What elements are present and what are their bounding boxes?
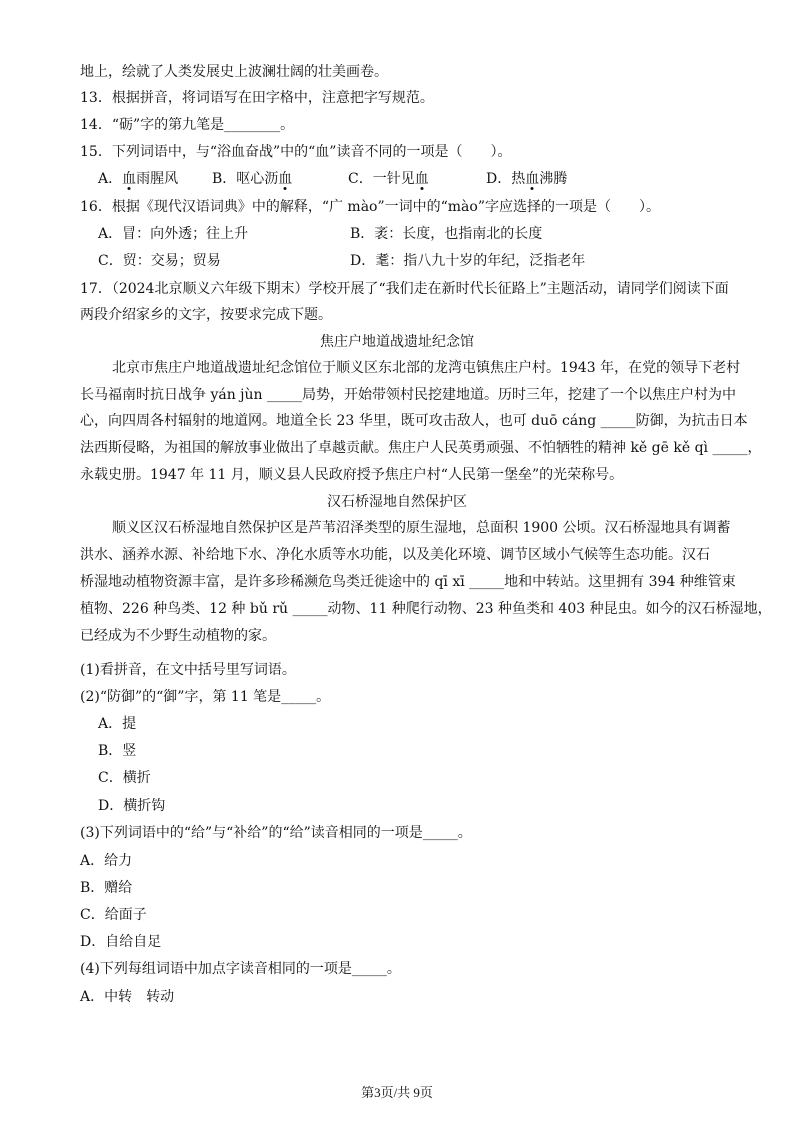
- sub-question-4: (4)下列每组词语中加点字读音相同的一项是_____。: [80, 961, 401, 977]
- option-b: B．呕心沥血: [212, 171, 293, 187]
- option-d: D．自给自足: [80, 934, 162, 950]
- option-a: A．提: [98, 716, 137, 732]
- option-b: B．竖: [98, 743, 137, 759]
- sub-question-2: (2)“防御”的“御”字，第 11 笔是_____。: [80, 689, 331, 705]
- option-a: A．中转 转动: [80, 989, 175, 1005]
- option-c: C．贸：交易；贸易: [98, 253, 221, 269]
- text-line: 北京市焦庄户地道战遗址纪念馆位于顺义区东北部的龙湾屯镇焦庄户村。1943 年，在党的领导下老村: [112, 360, 741, 376]
- question-14: 14．“砺”字的第九笔是________。: [80, 117, 295, 133]
- text-line: 洪水、涵养水源、补给地下水、净化水质等水功能，以及美化环境、调节区域小气候等生态功能。汉石: [80, 547, 710, 563]
- section-title: 焦庄户地道战遗址纪念馆: [320, 334, 474, 350]
- text-line: 法西斯侵略，为祖国的解放事业做出了卓越贡献。焦庄户人民英勇顽强、不怕牺牲的精神 kě gē kě qì _____，: [80, 440, 762, 456]
- option-a: A．给力: [80, 853, 133, 869]
- option-d: D．耄：指八九十岁的年纪，泛指老年: [350, 253, 586, 269]
- text-line: 植物、226 种鸟类、12 种 bǔ rǔ _____动物、11 种爬行动物、23 种鱼类和 403 种昆虫。如今的汉石桥湿地，: [80, 601, 772, 617]
- sub-question-3: (3)下列词语中的“给”与“补给”的“给”读音相同的一项是_____。: [80, 825, 472, 841]
- option-d: D．横折钩: [98, 798, 166, 814]
- text-line: 顺义区汉石桥湿地自然保护区是芦苇沼泽类型的原生湿地，总面积 1900 公顷。汉石桥湿地具有调蓄: [112, 520, 731, 536]
- option-b: B．袤：长度，也指南北的长度: [350, 226, 543, 242]
- text-line: 两段介绍家乡的文字，按要求完成下题。: [80, 307, 332, 323]
- text-line: 长马福南时抗日战争 yán jùn _____局势，开始带领村民挖建地道。历时三年，挖建了一个以焦庄户村为中: [80, 387, 736, 403]
- question-17: 17．（2024北京顺义六年级下期末）学校开展了“我们走在新时代长征路上”主题活动，请同学们阅读下面: [80, 281, 729, 297]
- option-a: A．冒：向外透；往上升: [98, 226, 249, 242]
- page-footer: 第3页/共 9页: [361, 1085, 433, 1100]
- text-line: 桥湿地动植物资源丰富，是许多珍稀濒危鸟类迁徙途中的 qī xī _____地和中转站。这里拥有 394 种维管束: [80, 574, 736, 590]
- option-b: B．赠给: [80, 880, 133, 896]
- text-line: 已经成为不少野生动植物的家。: [80, 628, 276, 644]
- option-a: A．血雨腥风: [98, 171, 179, 187]
- option-c: C．横折: [98, 770, 151, 786]
- option-c: C．一针见血: [348, 171, 429, 187]
- text-line: 地上，绘就了人类发展史上波澜壮阔的壮美画卷。: [80, 64, 388, 80]
- section-title: 汉石桥湿地自然保护区: [327, 494, 467, 510]
- option-d: D．热血沸腾: [486, 171, 568, 187]
- text-line: 永载史册。1947 年 11 月，顺义县人民政府授予焦庄户村“人民第一堡垒”的光荣称号。: [80, 467, 624, 483]
- question-15: 15．下列词语中，与“浴血奋战”中的“血”读音不同的一项是（ ）。: [80, 144, 512, 160]
- question-13: 13．根据拼音，将词语写在田字格中，注意把字写规范。: [80, 90, 434, 106]
- sub-question-1: (1)看拼音，在文中括号里写词语。: [80, 662, 296, 678]
- text-line: 心，向四周各村辐射的地道网。地道全长 23 华里，既可攻击敌人，也可 duō cáng _____防御，为抗击日本: [80, 413, 748, 429]
- option-c: C．给面子: [80, 907, 147, 923]
- question-16: 16．根据《现代汉语词典》中的解释，“广 mào”一词中的“mào”字应选择的一项是（ ）。: [80, 199, 660, 215]
